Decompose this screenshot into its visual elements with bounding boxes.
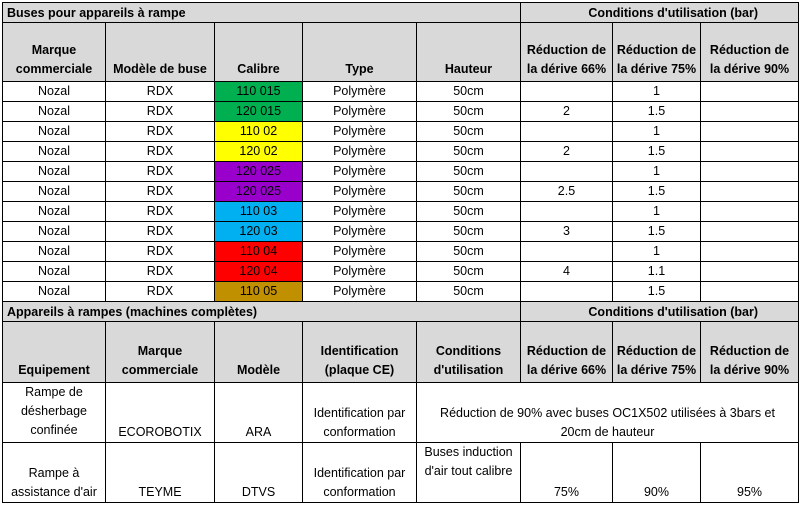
r90-cell — [701, 282, 799, 302]
type-cell: Polymère — [303, 202, 417, 222]
calibre-cell: 120 025 — [215, 182, 303, 202]
r90-cell — [701, 242, 799, 262]
r90-cell — [701, 142, 799, 162]
r66-cell: 2 — [521, 102, 613, 122]
r75-cell: 1.1 — [613, 262, 701, 282]
r90-cell — [701, 182, 799, 202]
marque-cell: Nozal — [3, 202, 106, 222]
r90-cell — [701, 222, 799, 242]
r90-cell: 95% — [701, 443, 799, 503]
type-cell: Polymère — [303, 142, 417, 162]
r75-cell: 1 — [613, 202, 701, 222]
col-header: Modèle de buse — [106, 23, 215, 82]
r66-cell — [521, 202, 613, 222]
equipement-cell: Rampe à assistance d'air — [3, 443, 106, 503]
r75-cell: 1.5 — [613, 142, 701, 162]
col-header: Marque commerciale — [106, 322, 215, 383]
modele-cell: RDX — [106, 162, 215, 182]
marque-cell: Nozal — [3, 182, 106, 202]
r75-cell: 1.5 — [613, 102, 701, 122]
r66-cell — [521, 162, 613, 182]
table-row — [3, 282, 799, 302]
modele-cell: RDX — [106, 102, 215, 122]
nozzle-table — [2, 2, 799, 503]
table-row — [3, 202, 799, 222]
modele-cell: RDX — [106, 82, 215, 102]
merged-reduction-cell: Réduction de 90% avec buses OC1X502 utilisées à 3bars et 20cm de hauteur — [417, 383, 799, 443]
hauteur-cell: 50cm — [417, 242, 521, 262]
document — [2, 2, 798, 503]
table-row — [3, 162, 799, 182]
col-header: Modèle — [215, 322, 303, 383]
table-row — [3, 102, 799, 122]
marque-cell: ECOROBOTIX — [106, 383, 215, 443]
type-cell: Polymère — [303, 82, 417, 102]
type-cell: Polymère — [303, 162, 417, 182]
r66-cell: 2 — [521, 142, 613, 162]
r90-cell — [701, 82, 799, 102]
hauteur-cell: 50cm — [417, 222, 521, 242]
marque-cell: Nozal — [3, 162, 106, 182]
calibre-cell: 120 04 — [215, 262, 303, 282]
table-row — [3, 222, 799, 242]
modele-cell: RDX — [106, 282, 215, 302]
r90-cell — [701, 262, 799, 282]
marque-cell: TEYME — [106, 443, 215, 503]
type-cell: Polymère — [303, 102, 417, 122]
modele-cell: RDX — [106, 222, 215, 242]
r75-cell: 1.5 — [613, 182, 701, 202]
r75-cell: 1 — [613, 242, 701, 262]
hauteur-cell: 50cm — [417, 182, 521, 202]
marque-cell: Nozal — [3, 282, 106, 302]
calibre-cell: 110 015 — [215, 82, 303, 102]
hauteur-cell: 50cm — [417, 122, 521, 142]
col-header: Hauteur — [417, 23, 521, 82]
r66-cell: 2.5 — [521, 182, 613, 202]
table-header — [3, 23, 799, 82]
type-cell: Polymère — [303, 282, 417, 302]
modele-cell: RDX — [106, 142, 215, 162]
identification-cell: Identification par conformation — [303, 383, 417, 443]
calibre-cell: 120 03 — [215, 222, 303, 242]
r66-cell: 4 — [521, 262, 613, 282]
calibre-cell: 120 015 — [215, 102, 303, 122]
r75-cell: 1 — [613, 122, 701, 142]
calibre-cell: 110 04 — [215, 242, 303, 262]
table-row — [3, 82, 799, 102]
table-row — [3, 182, 799, 202]
r75-cell: 1 — [613, 82, 701, 102]
modele-cell: RDX — [106, 122, 215, 142]
conditions-title: Conditions d'utilisation (bar) — [521, 302, 799, 322]
col-header: Identification (plaque CE) — [303, 322, 417, 383]
col-header: Marque commerciale — [3, 23, 106, 82]
type-cell: Polymère — [303, 222, 417, 242]
marque-cell: Nozal — [3, 102, 106, 122]
hauteur-cell: 50cm — [417, 262, 521, 282]
calibre-cell: 110 05 — [215, 282, 303, 302]
section-title: Appareils à rampes (machines complètes) — [3, 302, 521, 322]
r66-cell — [521, 282, 613, 302]
marque-cell: Nozal — [3, 222, 106, 242]
r75-cell: 1 — [613, 162, 701, 182]
col-header: Réduction de la dérive 75% — [613, 322, 701, 383]
marque-cell: Nozal — [3, 242, 106, 262]
calibre-cell: 110 02 — [215, 122, 303, 142]
r66-cell — [521, 82, 613, 102]
section-header-nozzles — [3, 3, 799, 23]
type-cell: Polymère — [303, 262, 417, 282]
identification-cell: Identification par conformation — [303, 443, 417, 503]
r90-cell — [701, 162, 799, 182]
modele-cell: RDX — [106, 242, 215, 262]
table-row — [3, 443, 799, 503]
col-header: Equipement — [3, 322, 106, 383]
r66-cell: 3 — [521, 222, 613, 242]
type-cell: Polymère — [303, 122, 417, 142]
r90-cell — [701, 202, 799, 222]
table-header — [3, 322, 799, 383]
calibre-cell: 120 025 — [215, 162, 303, 182]
col-header: Conditions d'utilisation — [417, 322, 521, 383]
r75-cell: 1.5 — [613, 222, 701, 242]
col-header: Réduction de la dérive 90% — [701, 322, 799, 383]
calibre-cell: 120 02 — [215, 142, 303, 162]
col-header: Réduction de la dérive 66% — [521, 23, 613, 82]
hauteur-cell: 50cm — [417, 202, 521, 222]
r75-cell: 1.5 — [613, 282, 701, 302]
r90-cell — [701, 122, 799, 142]
hauteur-cell: 50cm — [417, 82, 521, 102]
type-cell: Polymère — [303, 242, 417, 262]
section-title: Buses pour appareils à rampe — [3, 3, 521, 23]
hauteur-cell: 50cm — [417, 162, 521, 182]
col-header: Calibre — [215, 23, 303, 82]
modele-cell: ARA — [215, 383, 303, 443]
type-cell: Polymère — [303, 182, 417, 202]
calibre-cell: 110 03 — [215, 202, 303, 222]
modele-cell: RDX — [106, 182, 215, 202]
marque-cell: Nozal — [3, 122, 106, 142]
marque-cell: Nozal — [3, 82, 106, 102]
conditions-cell: Buses induction d'air tout calibre — [417, 443, 521, 503]
table-row — [3, 142, 799, 162]
hauteur-cell: 50cm — [417, 282, 521, 302]
marque-cell: Nozal — [3, 262, 106, 282]
table-row — [3, 242, 799, 262]
section-header-machines — [3, 302, 799, 322]
table-row — [3, 383, 799, 443]
r66-cell — [521, 122, 613, 142]
modele-cell: RDX — [106, 262, 215, 282]
hauteur-cell: 50cm — [417, 102, 521, 122]
modele-cell: RDX — [106, 202, 215, 222]
modele-cell: DTVS — [215, 443, 303, 503]
col-header: Réduction de la dérive 75% — [613, 23, 701, 82]
conditions-title: Conditions d'utilisation (bar) — [521, 3, 799, 23]
marque-cell: Nozal — [3, 142, 106, 162]
col-header: Type — [303, 23, 417, 82]
r66-cell — [521, 242, 613, 262]
r75-cell: 90% — [613, 443, 701, 503]
equipement-cell: Rampe de désherbage confinée — [3, 383, 106, 443]
r66-cell: 75% — [521, 443, 613, 503]
col-header: Réduction de la dérive 90% — [701, 23, 799, 82]
table-row — [3, 262, 799, 282]
table-row — [3, 122, 799, 142]
col-header: Réduction de la dérive 66% — [521, 322, 613, 383]
hauteur-cell: 50cm — [417, 142, 521, 162]
r90-cell — [701, 102, 799, 122]
